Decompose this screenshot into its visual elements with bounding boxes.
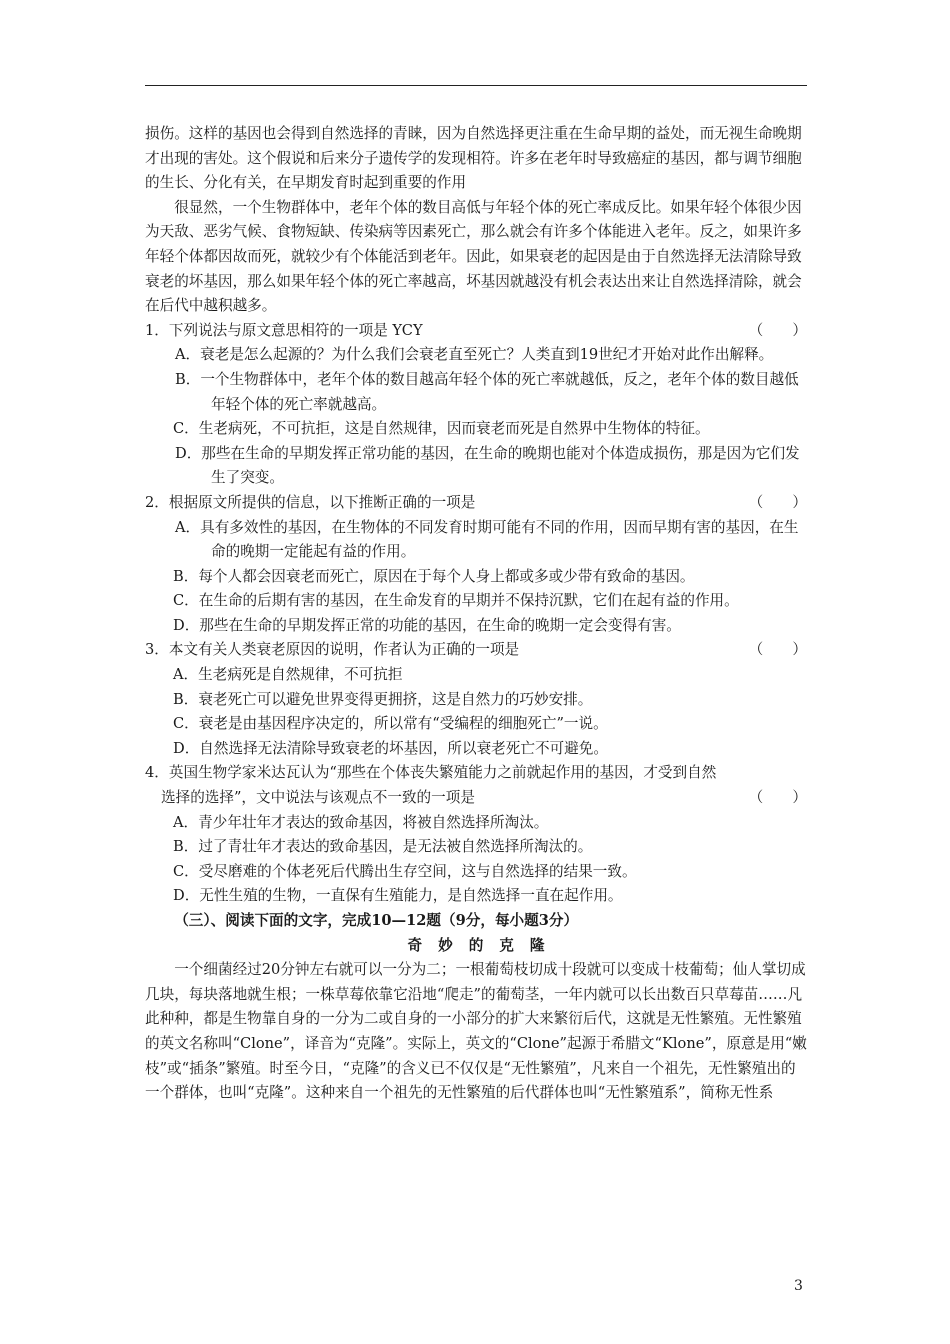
option-text: C．衰老是由基因程序决定的，所以常有“受编程的细胞死亡”一说。 [173, 715, 608, 733]
option-text: D．自然选择无法清除导致衰老的坏基因，所以衰老死亡不可避免。 [173, 739, 608, 757]
option-text: A．衰老是怎么起源的？为什么我们会衰老直至死亡？人类直到19世纪才开始对此作出解释。 [175, 346, 774, 364]
option-text: B．每个人都会因衰老而死亡，原因在于每个人身上都或多或少带有致命的基因。 [173, 567, 695, 585]
option-text: A．具有多效性的基因，在生物体的不同发育时期可能有不同的作用，因而早期有害的基因，在生命的晚期一定能起有益的作用。 [175, 518, 799, 561]
option-text: C．受尽磨难的个体老死后代腾出生存空间，这与自然选择的结果一致。 [173, 862, 637, 880]
article-title: 奇妙的克隆 [407, 936, 561, 954]
answer-bracket: （ ） [748, 493, 807, 511]
question-stem [145, 319, 807, 344]
option-text: B．一个生物群体中，老年个体的数目越高年轻个体的死亡率就越低，反之，老年个体的数目越低年轻个体的死亡率就越高。 [175, 370, 799, 413]
document-body [145, 122, 807, 1106]
section-heading: （三）、阅读下面的文字，完成10—12题（9分，每小题3分） [174, 912, 579, 929]
option-text: C．在生命的后期有害的基因，在生命发育的早期并不保持沉默，它们在起有益的作用。 [173, 592, 739, 610]
question-stem [145, 491, 807, 516]
answer-bracket: （ ） [748, 789, 807, 807]
question-text: 2．根据原文所提供的信息，以下推断正确的一项是 [145, 493, 476, 511]
question-text: 3．本文有关人类衰老原因的说明，作者认为正确的一项是 [145, 641, 520, 659]
paragraph: 很显然，一个生物群体中，老年个体的数目高低与年轻个体的死亡率成反比。如果年轻个体很少因为天敌、恶劣气候、食物短缺、传染病等因素死亡，那么就会有许多个体能进入老年。反之，如果许多年轻个体都因故而死，就较少有个体能活到老年。因此，如果衰老的起因是由于自然选择无法清除导致衰老的坏基因，那么如果年轻个体的死亡率越高，坏基因就越没有机会表达出来让自然选择清除，就会在后代中越积越多。 [145, 198, 802, 315]
paragraph: 损伤。这样的基因也会得到自然选择的青睐，因为自然选择更注重在生命早期的益处，而无视生命晚期才出现的害处。这个假说和后来分子遗传学的发现相符。许多在老年时导致癌症的基因，都与调节细胞的生长、分化有关，在早期发育时起到重要的作用 [145, 125, 802, 192]
option-text: D．那些在生命的早期发挥正常功能的基因，在生命的晚期也能对个体造成损伤，那是因为它们发生了突变。 [175, 444, 800, 487]
option-text: D．那些在生命的早期发挥正常的功能的基因，在生命的晚期一定会变得有害。 [173, 616, 681, 634]
option-text: D．无性生殖的生物，一直保有生殖能力，是自然选择一直在起作用。 [173, 887, 623, 905]
option-text: A．生老病死是自然规律，不可抗拒 [173, 666, 403, 684]
question-text: 1．下列说法与原文意思相符的一项是 YCY [145, 321, 423, 339]
answer-bracket: （ ） [748, 641, 807, 659]
option-text: C．生老病死，不可抗拒，这是自然规律，因而衰老而死是自然界中生物体的特征。 [173, 420, 710, 438]
question-stem [145, 786, 807, 811]
answer-bracket: （ ） [748, 321, 807, 339]
paragraph: 一个细菌经过20分钟左右就可以一分为二；一根葡萄枝切成十段就可以变成十枝葡萄；仙人掌切成几块，每块落地就生根；一株草莓依靠它沿地“爬走”的葡萄茎，一年内就可以长出数百只草莓苗……凡此种种，都是生物靠自身的一分为二或自身的一小部分的扩大来繁衍后代，这就是无性繁殖。无性繁殖的英文名称叫“Clone”，译音为“克隆”。实际上，英文的“Clone”起源于希腊文“Klone”，原意是用“嫩枝”或“插条”繁殖。时至今日，“克隆”的含义已不仅仅是“无性繁殖”，凡来自一个祖先，无性繁殖出的一个群体，也叫“克隆”。这种来自一个祖先的无性繁殖的后代群体也叫“无性繁殖系”，简称无性系 [145, 961, 807, 1102]
question-stem [145, 638, 807, 663]
page-number: 3 [794, 1278, 803, 1294]
option-text: B．过了青壮年才表达的致命基因，是无法被自然选择所淘汰的。 [173, 838, 593, 856]
header-rule [145, 85, 807, 86]
option-text: B．衰老死亡可以避免世界变得更拥挤，这是自然力的巧妙安排。 [173, 690, 593, 708]
question-text: 4．英国生物学家米达瓦认为“那些在个体丧失繁殖能力之前就起作用的基因，才受到自然 [145, 764, 717, 782]
option-text: A．青少年壮年才表达的致命基因，将被自然选择所淘汰。 [173, 813, 549, 831]
question-text: 选择的选择”，文中说法与该观点不一致的一项是 [161, 789, 475, 807]
